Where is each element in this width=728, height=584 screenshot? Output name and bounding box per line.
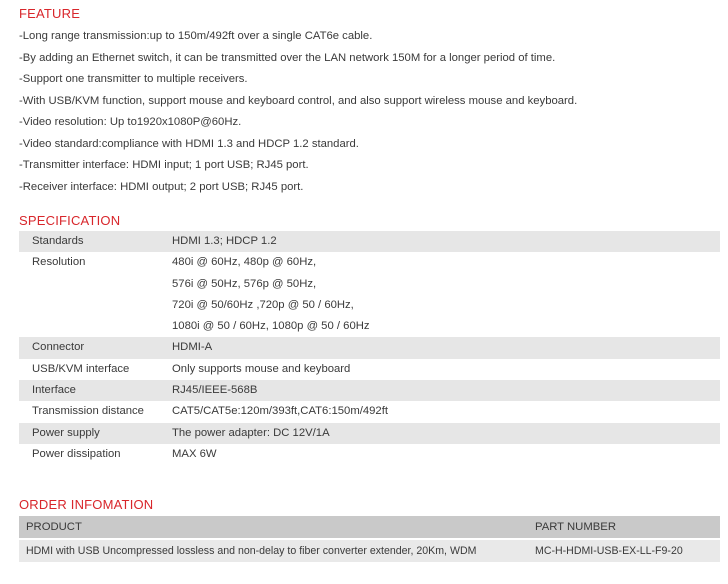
spec-key: Power supply bbox=[32, 426, 100, 439]
spec-value: MAX 6W bbox=[172, 447, 217, 460]
feature-item: -Receiver interface: HDMI output; 2 port USB; RJ45 port. bbox=[19, 180, 304, 193]
spec-key: Interface bbox=[32, 384, 76, 397]
spec-key: USB/KVM interface bbox=[32, 362, 130, 375]
spec-value: CAT5/CAT5e:120m/393ft,CAT6:150m/492ft bbox=[172, 405, 388, 418]
specification-table bbox=[19, 231, 720, 465]
spec-row-connector bbox=[19, 337, 720, 358]
spec-value: 480i @ 60Hz, 480p @ 60Hz, bbox=[172, 256, 317, 269]
spec-row-standards bbox=[19, 231, 720, 252]
spec-row-power-dissipation bbox=[19, 444, 720, 465]
spec-value: 576i @ 50Hz, 576p @ 50Hz, bbox=[172, 277, 317, 290]
spec-key: Resolution bbox=[32, 256, 86, 269]
spec-key: Connector bbox=[32, 341, 85, 354]
spec-key: Power dissipation bbox=[32, 447, 121, 460]
spec-value: RJ45/IEEE-568B bbox=[172, 384, 258, 397]
feature-item: -With USB/KVM function, support mouse and keyboard control, and also support wireless mouse and keyboard. bbox=[19, 94, 578, 107]
feature-list bbox=[19, 26, 577, 198]
order-table-header bbox=[19, 516, 720, 538]
order-heading: ORDER INFOMATION bbox=[19, 497, 154, 512]
specification-heading: SPECIFICATION bbox=[19, 213, 121, 228]
order-table-row bbox=[19, 540, 720, 562]
spec-value: Only supports mouse and keyboard bbox=[172, 362, 351, 375]
order-product: HDMI with USB Uncompressed lossless and non-delay to fiber converter extender, 20Km, WDM bbox=[26, 545, 477, 557]
feature-item: -Video resolution: Up to1920x1080P@60Hz. bbox=[19, 116, 242, 128]
spec-value: The power adapter: DC 12V/1A bbox=[172, 426, 330, 439]
feature-item: -Video standard:compliance with HDMI 1.3 and HDCP 1.2 standard. bbox=[19, 137, 359, 150]
feature-item: -Support one transmitter to multiple receivers. bbox=[19, 73, 248, 85]
order-header-part-number: PART NUMBER bbox=[535, 521, 616, 533]
spec-value: 720i @ 50/60Hz ,720p @ 50 / 60Hz, bbox=[172, 298, 354, 311]
spec-row-interface bbox=[19, 380, 720, 401]
spec-key: Transmission distance bbox=[32, 405, 144, 418]
spec-row-power-supply bbox=[19, 423, 720, 444]
spec-row-usb-kvm bbox=[19, 359, 720, 380]
feature-item: -Long range transmission:up to 150m/492ft over a single CAT6e cable. bbox=[19, 30, 373, 42]
feature-item: -By adding an Ethernet switch, it can be transmitted over the LAN network 150M for a longer period of time. bbox=[19, 51, 556, 64]
order-part-number: MC-H-HDMI-USB-EX-LL-F9-20 bbox=[535, 545, 683, 557]
feature-heading: FEATURE bbox=[19, 6, 81, 21]
spec-value: HDMI-A bbox=[172, 341, 213, 354]
spec-row-resolution bbox=[19, 252, 720, 337]
feature-item: -Transmitter interface: HDMI input; 1 port USB; RJ45 port. bbox=[19, 159, 309, 171]
spec-row-transmission-distance bbox=[19, 401, 720, 422]
spec-value: 1080i @ 50 / 60Hz, 1080p @ 50 / 60Hz bbox=[172, 320, 370, 333]
spec-key: Standards bbox=[32, 235, 84, 247]
spec-value: HDMI 1.3; HDCP 1.2 bbox=[172, 235, 277, 247]
order-header-product: PRODUCT bbox=[26, 521, 82, 533]
